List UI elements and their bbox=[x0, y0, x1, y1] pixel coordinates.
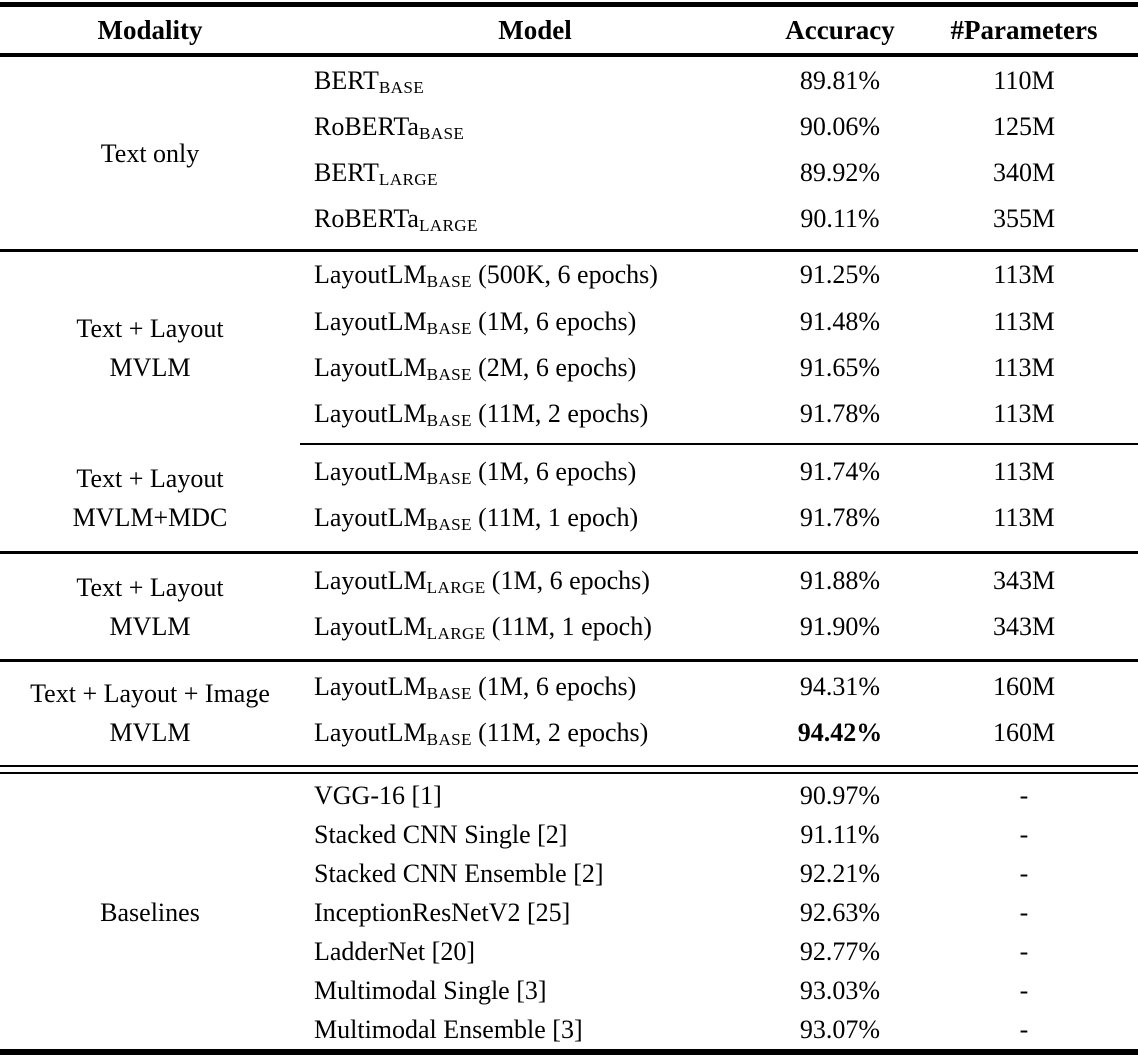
table-section bbox=[0, 554, 1138, 659]
parameters-cell: 125M bbox=[992, 112, 1056, 142]
model-size-subscript: LARGE bbox=[418, 216, 478, 236]
table-row bbox=[300, 607, 1138, 653]
model-size-subscript: BASE bbox=[426, 272, 472, 292]
table-row bbox=[300, 348, 1138, 394]
table-row bbox=[300, 199, 1138, 245]
parameters-cell: 113M bbox=[993, 306, 1055, 336]
modality-line: MVLM+MDC bbox=[72, 502, 228, 532]
accuracy-cell: 93.03% bbox=[799, 975, 881, 1005]
model-size-subscript: BASE bbox=[426, 410, 472, 430]
model-name: LayoutLM bbox=[314, 718, 427, 748]
model-name: Stacked CNN Single [2] bbox=[314, 819, 568, 849]
accuracy-cell: 94.31% bbox=[799, 672, 881, 702]
model-name: LayoutLM bbox=[314, 502, 427, 532]
accuracy-cell: 90.06% bbox=[799, 112, 881, 142]
model-cell bbox=[300, 452, 770, 498]
table-section bbox=[0, 662, 1138, 764]
table-body bbox=[0, 57, 1138, 1049]
table-row bbox=[300, 107, 1138, 153]
model-cell bbox=[300, 199, 770, 245]
accuracy-cell: 89.81% bbox=[799, 66, 881, 95]
model-cell bbox=[300, 561, 770, 607]
model-name: InceptionResNetV2 [25] bbox=[314, 897, 571, 927]
model-name: LayoutLM bbox=[314, 352, 427, 382]
table-section bbox=[0, 57, 1138, 249]
table-row bbox=[300, 1010, 1138, 1049]
modality-line: Baselines bbox=[100, 897, 200, 927]
model-config-suffix: (500K, 6 epochs) bbox=[478, 260, 658, 290]
accuracy-cell: 91.11% bbox=[800, 819, 880, 849]
model-size-subscript: BASE bbox=[426, 684, 472, 704]
model-name: LayoutLM bbox=[314, 456, 427, 486]
model-cell bbox=[300, 498, 770, 544]
model-config-suffix: (1M, 6 epochs) bbox=[491, 566, 650, 596]
parameters-cell: 160M bbox=[992, 672, 1056, 702]
parameters-cell: 343M bbox=[992, 566, 1056, 596]
table-row bbox=[300, 394, 1138, 440]
table-row bbox=[300, 893, 1138, 932]
model-cell bbox=[300, 667, 770, 713]
accuracy-cell: 90.11% bbox=[800, 204, 880, 234]
table-row bbox=[300, 153, 1138, 199]
model-size-subscript: BASE bbox=[426, 468, 472, 488]
accuracy-cell: 91.90% bbox=[799, 612, 881, 642]
table-row bbox=[300, 713, 1138, 759]
model-config-suffix: (1M, 6 epochs) bbox=[478, 456, 637, 486]
modality-line: MVLM bbox=[109, 612, 191, 642]
model-config-suffix: (2M, 6 epochs) bbox=[478, 352, 637, 382]
model-name: VGG-16 [1] bbox=[314, 780, 442, 810]
parameters-cell: - bbox=[1019, 819, 1029, 849]
accuracy-cell: 90.97% bbox=[799, 780, 881, 810]
modality-cell bbox=[0, 776, 300, 1049]
model-cell bbox=[300, 348, 770, 394]
model-name: RoBERTa bbox=[314, 112, 419, 142]
table-row bbox=[300, 61, 1138, 107]
model-name: LayoutLM bbox=[314, 612, 427, 642]
table-section bbox=[0, 774, 1138, 1049]
model-cell bbox=[300, 815, 770, 854]
model-cell bbox=[300, 394, 770, 440]
table-section bbox=[0, 252, 1138, 442]
section-rows bbox=[300, 561, 1138, 653]
parameters-cell: 343M bbox=[992, 612, 1056, 642]
accuracy-cell: 91.25% bbox=[799, 260, 881, 290]
model-name: LayoutLM bbox=[314, 672, 427, 702]
model-size-subscript: BASE bbox=[426, 364, 472, 384]
column-header-modality: Modality bbox=[97, 14, 203, 45]
model-cell bbox=[300, 776, 770, 815]
parameters-cell: 110M bbox=[993, 66, 1055, 95]
modality-line: Text + Layout bbox=[76, 573, 224, 603]
modality-line: Text + Layout bbox=[76, 313, 224, 343]
model-size-subscript: BASE bbox=[418, 124, 465, 144]
model-cell bbox=[300, 153, 770, 199]
parameters-cell: 355M bbox=[992, 204, 1056, 234]
parameters-cell: - bbox=[1019, 936, 1029, 966]
model-size-subscript: BASE bbox=[426, 515, 472, 535]
model-name: LayoutLM bbox=[314, 306, 427, 336]
accuracy-cell: 91.74% bbox=[799, 456, 881, 486]
table-row bbox=[300, 815, 1138, 854]
column-header-model: Model bbox=[498, 14, 572, 45]
modality-cell bbox=[0, 255, 300, 439]
accuracy-cell: 91.48% bbox=[799, 306, 881, 336]
model-size-subscript: BASE bbox=[426, 318, 472, 338]
model-cell bbox=[300, 255, 770, 301]
parameters-cell: 113M bbox=[993, 398, 1055, 428]
accuracy-cell: 92.21% bbox=[799, 858, 881, 888]
model-size-subscript: LARGE bbox=[378, 170, 438, 190]
model-config-suffix: (11M, 2 epochs) bbox=[478, 398, 649, 428]
parameters-cell: 113M bbox=[993, 260, 1055, 290]
section-rows bbox=[300, 667, 1138, 759]
modality-cell bbox=[0, 452, 300, 544]
model-name: RoBERTa bbox=[314, 204, 419, 234]
parameters-cell: - bbox=[1019, 1014, 1029, 1044]
modality-line: MVLM bbox=[109, 718, 191, 748]
model-name: LayoutLM bbox=[314, 398, 427, 428]
section-rows bbox=[300, 776, 1138, 1049]
model-cell bbox=[300, 932, 770, 971]
modality-line: Text only bbox=[100, 138, 200, 168]
table-section bbox=[0, 445, 1138, 551]
accuracy-cell: 91.78% bbox=[799, 398, 881, 428]
table-row bbox=[300, 452, 1138, 498]
model-config-suffix: (11M, 1 epoch) bbox=[491, 612, 652, 642]
model-name: Multimodal Single [3] bbox=[314, 975, 547, 1005]
model-cell bbox=[300, 971, 770, 1010]
modality-line: Text + Layout bbox=[76, 463, 224, 493]
parameters-cell: - bbox=[1019, 780, 1029, 810]
accuracy-cell: 92.63% bbox=[799, 897, 881, 927]
model-cell bbox=[300, 61, 770, 107]
model-size-subscript: LARGE bbox=[426, 624, 486, 644]
table-row bbox=[300, 255, 1138, 301]
parameters-cell: 160M bbox=[992, 718, 1056, 748]
model-cell bbox=[300, 893, 770, 932]
model-size-subscript: BASE bbox=[378, 78, 425, 98]
model-config-suffix: (11M, 2 epochs) bbox=[478, 718, 649, 748]
model-name: LadderNet [20] bbox=[314, 936, 475, 966]
model-name: BERT bbox=[314, 158, 379, 188]
accuracy-cell: 91.65% bbox=[799, 352, 881, 382]
accuracy-cell: 92.77% bbox=[799, 936, 881, 966]
parameters-cell: 113M bbox=[993, 352, 1055, 382]
modality-cell bbox=[0, 61, 300, 245]
table-row bbox=[300, 667, 1138, 713]
parameters-cell: - bbox=[1019, 975, 1029, 1005]
model-name: LayoutLM bbox=[314, 260, 427, 290]
model-cell bbox=[300, 1010, 770, 1049]
accuracy-cell: 93.07% bbox=[799, 1014, 881, 1044]
model-cell bbox=[300, 607, 770, 653]
table-row bbox=[300, 302, 1138, 348]
column-header-parameters: #Parameters bbox=[950, 14, 1098, 45]
table-header-row bbox=[0, 7, 1138, 53]
table-row bbox=[300, 932, 1138, 971]
section-rows bbox=[300, 255, 1138, 439]
model-size-subscript: BASE bbox=[426, 730, 472, 750]
column-header-accuracy: Accuracy bbox=[785, 14, 895, 45]
accuracy-cell: 94.42% bbox=[797, 718, 883, 748]
model-name: LayoutLM bbox=[314, 566, 427, 596]
section-rows bbox=[300, 61, 1138, 245]
model-cell bbox=[300, 107, 770, 153]
parameters-cell: 340M bbox=[992, 158, 1056, 188]
accuracy-cell: 91.88% bbox=[799, 566, 881, 596]
model-cell bbox=[300, 713, 770, 759]
modality-line: MVLM bbox=[109, 352, 191, 382]
table-row bbox=[300, 971, 1138, 1010]
model-config-suffix: (1M, 6 epochs) bbox=[478, 672, 637, 702]
model-cell bbox=[300, 302, 770, 348]
table-row bbox=[300, 776, 1138, 815]
model-config-suffix: (1M, 6 epochs) bbox=[478, 306, 637, 336]
model-cell bbox=[300, 854, 770, 893]
modality-line: Text + Layout + Image bbox=[30, 679, 270, 709]
table-row bbox=[300, 854, 1138, 893]
modality-cell bbox=[0, 561, 300, 653]
bottom-rule bbox=[0, 1049, 1138, 1055]
parameters-cell: 113M bbox=[993, 502, 1055, 532]
parameters-cell: - bbox=[1019, 858, 1029, 888]
accuracy-cell: 91.78% bbox=[799, 502, 881, 532]
model-config-suffix: (11M, 1 epoch) bbox=[478, 502, 639, 532]
parameters-cell: - bbox=[1019, 897, 1029, 927]
model-size-subscript: LARGE bbox=[426, 578, 486, 598]
model-name: Stacked CNN Ensemble [2] bbox=[314, 858, 604, 888]
section-rows bbox=[300, 452, 1138, 544]
model-name: BERT bbox=[314, 66, 379, 95]
model-name: Multimodal Ensemble [3] bbox=[314, 1014, 583, 1044]
table-row bbox=[300, 498, 1138, 544]
parameters-cell: 113M bbox=[993, 456, 1055, 486]
accuracy-cell: 89.92% bbox=[799, 158, 881, 188]
modality-cell bbox=[0, 667, 300, 759]
table-row bbox=[300, 561, 1138, 607]
